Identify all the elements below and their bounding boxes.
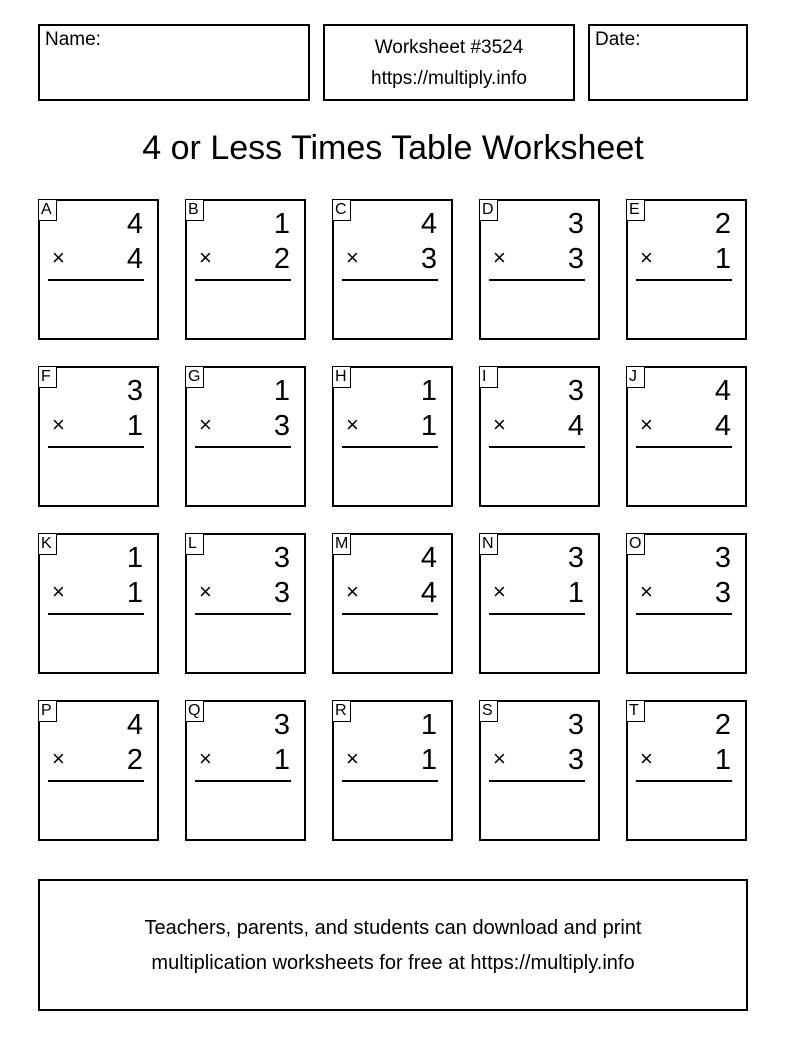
times-symbol: × — [346, 245, 359, 270]
times-symbol: × — [640, 245, 653, 270]
name-label: Name: — [45, 29, 101, 50]
problem-letter: F — [38, 366, 57, 388]
multiplicand: 3 — [273, 709, 290, 741]
multiplicand: 1 — [273, 208, 290, 240]
problem-card — [332, 199, 453, 340]
footer-line-1: Teachers, parents, and students can download and print — [144, 917, 642, 939]
multiplier: 4 — [567, 410, 584, 442]
date-box — [588, 24, 748, 101]
problem-letter: M — [332, 533, 351, 555]
times-symbol: × — [640, 412, 653, 437]
problem-card — [38, 533, 159, 674]
multiplier: 4 — [126, 243, 143, 275]
times-symbol: × — [199, 579, 212, 604]
multiplier: 2 — [273, 243, 290, 275]
worksheet-number: Worksheet #3524 — [374, 37, 524, 58]
times-symbol: × — [346, 579, 359, 604]
problem-letter: P — [38, 700, 57, 722]
times-symbol: × — [493, 579, 506, 604]
times-symbol: × — [493, 746, 506, 771]
multiplicand: 3 — [273, 542, 290, 574]
problem-card — [332, 533, 453, 674]
footer-note — [38, 879, 748, 1011]
problem-card — [38, 366, 159, 507]
multiplier: 3 — [567, 744, 584, 776]
problem-card — [479, 199, 600, 340]
problem-letter: J — [626, 366, 645, 388]
name-box — [38, 24, 310, 101]
answer-line — [489, 446, 585, 448]
problem-card — [38, 199, 159, 340]
multiplier: 3 — [714, 577, 731, 609]
problem-card — [626, 533, 747, 674]
multiplicand: 4 — [420, 542, 437, 574]
answer-line — [636, 780, 732, 782]
multiplicand: 4 — [126, 208, 143, 240]
problem-card — [626, 700, 747, 841]
website-url: https://multiply.info — [371, 68, 527, 89]
problem-letter: I — [479, 366, 498, 388]
multiplicand: 4 — [714, 375, 731, 407]
problem-letter: S — [479, 700, 498, 722]
problem-letter: C — [332, 199, 351, 221]
multiplier: 3 — [420, 243, 437, 275]
problem-letter: R — [332, 700, 351, 722]
multiplicand: 3 — [567, 709, 584, 741]
multiplicand: 3 — [714, 542, 731, 574]
problem-card — [185, 199, 306, 340]
multiplier: 1 — [567, 577, 584, 609]
problem-letter: B — [185, 199, 204, 221]
problem-card — [626, 199, 747, 340]
problem-card — [185, 533, 306, 674]
multiplier: 4 — [420, 577, 437, 609]
multiplicand: 1 — [126, 542, 143, 574]
problem-letter: A — [38, 199, 57, 221]
problem-letter: G — [185, 366, 204, 388]
answer-line — [636, 446, 732, 448]
answer-line — [636, 613, 732, 615]
multiplier: 1 — [126, 577, 143, 609]
multiplicand: 3 — [126, 375, 143, 407]
answer-line — [489, 613, 585, 615]
date-label: Date: — [595, 29, 641, 50]
problem-letter: Q — [185, 700, 204, 722]
answer-line — [636, 279, 732, 281]
answer-line — [342, 613, 438, 615]
problem-card — [626, 366, 747, 507]
multiplier: 1 — [420, 744, 437, 776]
multiplier: 2 — [126, 744, 143, 776]
problem-card — [185, 366, 306, 507]
answer-line — [342, 446, 438, 448]
times-symbol: × — [52, 746, 65, 771]
times-symbol: × — [493, 412, 506, 437]
multiplicand: 3 — [567, 542, 584, 574]
multiplicand: 4 — [126, 709, 143, 741]
multiplicand: 3 — [567, 208, 584, 240]
multiplicand: 1 — [420, 709, 437, 741]
multiplier: 3 — [273, 577, 290, 609]
answer-line — [195, 780, 291, 782]
times-symbol: × — [640, 579, 653, 604]
multiplicand: 3 — [567, 375, 584, 407]
times-symbol: × — [199, 746, 212, 771]
times-symbol: × — [52, 245, 65, 270]
problem-card — [185, 700, 306, 841]
times-symbol: × — [346, 412, 359, 437]
answer-line — [342, 279, 438, 281]
problem-letter: D — [479, 199, 498, 221]
multiplier: 4 — [714, 410, 731, 442]
multiplicand: 2 — [714, 208, 731, 240]
footer-line-2: multiplication worksheets for free at https://multiply.info — [151, 952, 635, 974]
answer-line — [342, 780, 438, 782]
answer-line — [489, 279, 585, 281]
answer-line — [48, 780, 144, 782]
multiplier: 1 — [714, 243, 731, 275]
multiplier: 1 — [273, 744, 290, 776]
multiplicand: 1 — [273, 375, 290, 407]
problem-card — [479, 533, 600, 674]
problem-card — [38, 700, 159, 841]
times-symbol: × — [52, 412, 65, 437]
multiplier: 1 — [714, 744, 731, 776]
times-symbol: × — [493, 245, 506, 270]
problem-letter: E — [626, 199, 645, 221]
times-symbol: × — [199, 412, 212, 437]
answer-line — [195, 279, 291, 281]
multiplicand: 2 — [714, 709, 731, 741]
times-symbol: × — [346, 746, 359, 771]
worksheet-info-box — [323, 24, 575, 101]
multiplicand: 1 — [420, 375, 437, 407]
problem-card — [479, 700, 600, 841]
problem-card — [332, 366, 453, 507]
answer-line — [48, 613, 144, 615]
problem-letter: K — [38, 533, 57, 555]
problem-card — [332, 700, 453, 841]
problem-card — [479, 366, 600, 507]
answer-line — [195, 446, 291, 448]
problem-letter: H — [332, 366, 351, 388]
problem-letter: O — [626, 533, 645, 555]
answer-line — [48, 446, 144, 448]
times-symbol: × — [199, 245, 212, 270]
multiplicand: 4 — [420, 208, 437, 240]
multiplier: 3 — [567, 243, 584, 275]
multiplier: 1 — [420, 410, 437, 442]
page-title: 4 or Less Times Table Worksheet — [142, 129, 644, 167]
answer-line — [195, 613, 291, 615]
problem-letter: T — [626, 700, 645, 722]
times-symbol: × — [640, 746, 653, 771]
problem-letter: L — [185, 533, 204, 555]
multiplier: 1 — [126, 410, 143, 442]
answer-line — [489, 780, 585, 782]
answer-line — [48, 279, 144, 281]
times-symbol: × — [52, 579, 65, 604]
multiplier: 3 — [273, 410, 290, 442]
problem-letter: N — [479, 533, 498, 555]
